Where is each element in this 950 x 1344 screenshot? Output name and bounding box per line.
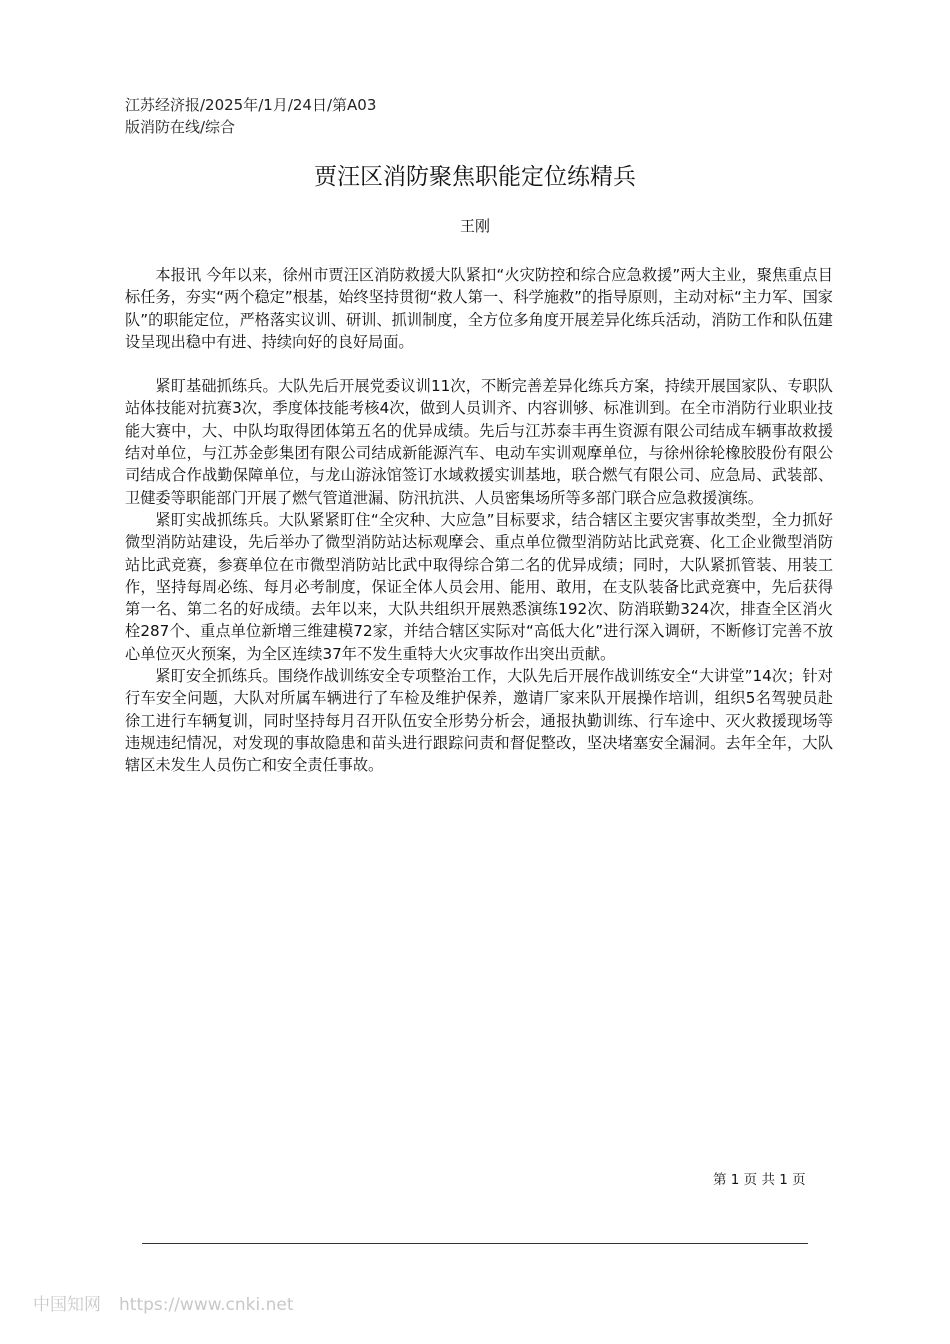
- paragraph-combat-training: 紧盯实战抓练兵。大队紧紧盯住“全灾种、大应急”目标要求，结合辖区主要灾害事故类型，全力抓好微型消防站建设，先后举办了微型消防站达标观摩会、重点单位微型消防站比武竞赛、化工企业微型消防站比武竞赛，参赛单位在市微型消防站比武中取得综合第二名的优异成绩；同时，大队紧抓管装、用装工作，坚持每周必练、每月必考制度，保证全体人员会用、能用、敢用，在支队装备比武竞赛中，先后获得第一名、第二名的好成绩。去年以来，大队共组织开展熟悉演练192次、防消联勤324次，排查全区消火栓287个、重点单位新增三维建模72家，并结合辖区实际对“高低大化”进行深入调研，不断修订完善不放心单位灭火预案，为全区连续37年不发生重特大火灾事故作出突出贡献。: [125, 510, 833, 663]
- watermark-url: https://www.cnki.net: [119, 1295, 294, 1315]
- source-citation: [125, 94, 425, 138]
- source-line-2: 版消防在线/综合: [125, 118, 236, 136]
- article-title: 贾汪区消防聚焦职能定位练精兵: [314, 164, 636, 190]
- paragraph-intro: 本报讯 今年以来，徐州市贾汪区消防救援大队紧扣“火灾防控和综合应急救援”两大主业，聚焦重点目标任务，夯实“两个稳定”根基，始终坚持贯彻“救人第一、科学施救”的指导原则，主动对标“主力军、国家队”的职能定位，严格落实议训、研训、抓训制度，全方位多角度开展差异化练兵活动，消防工作和队伍建设呈现出稳中有进、持续向好的良好局面。: [125, 266, 833, 351]
- article-author: 王刚: [459, 217, 490, 235]
- watermark-brand: 中国知网: [33, 1295, 101, 1315]
- footer-divider: [142, 1243, 808, 1244]
- source-line-1: 江苏经济报/2025年/1月/24日/第A03: [125, 96, 377, 114]
- cnki-watermark: [33, 1293, 293, 1317]
- article-body: [125, 264, 833, 777]
- paragraph-basic-training: 紧盯基础抓练兵。大队先后开展党委议训11次，不断完善差异化练兵方案，持续开展国家队、专职队站体技能对抗赛3次，季度体技能考核4次，做到人员训齐、内容训够、标准训到。在全市消防行业职业技能大赛中，大、中队均取得团体第五名的优异成绩。先后与江苏泰丰再生资源有限公司结成车辆事故救援结对单位，与江苏金彭集团有限公司结成新能源汽车、电动车实训观摩单位，与徐州徐轮橡胶股份有限公司结成合作战勤保障单位，与龙山游泳馆签订水域救援实训基地，联合燃气有限公司、应急局、武装部、卫健委等职能部门开展了燃气管道泄漏、防汛抗洪、人员密集场所等多部门联合应急救援演练。: [125, 377, 833, 507]
- page-number: 第 1 页 共 1 页: [713, 1172, 806, 1188]
- paragraph-safety-training: 紧盯安全抓练兵。围绕作战训练安全专项整治工作，大队先后开展作战训练安全“大讲堂”14次；针对行车安全问题，大队对所属车辆进行了车检及维护保养，邀请厂家来队开展操作培训，组织5名驾驶员赴徐工进行车辆复训，同时坚持每月召开队伍安全形势分析会，通报执勤训练、行车途中、灭火救援现场等违规违纪情况，对发现的事故隐患和苗头进行跟踪问责和督促整改，坚决堵塞安全漏洞。去年全年，大队辖区未发生人员伤亡和安全责任事故。: [125, 667, 833, 775]
